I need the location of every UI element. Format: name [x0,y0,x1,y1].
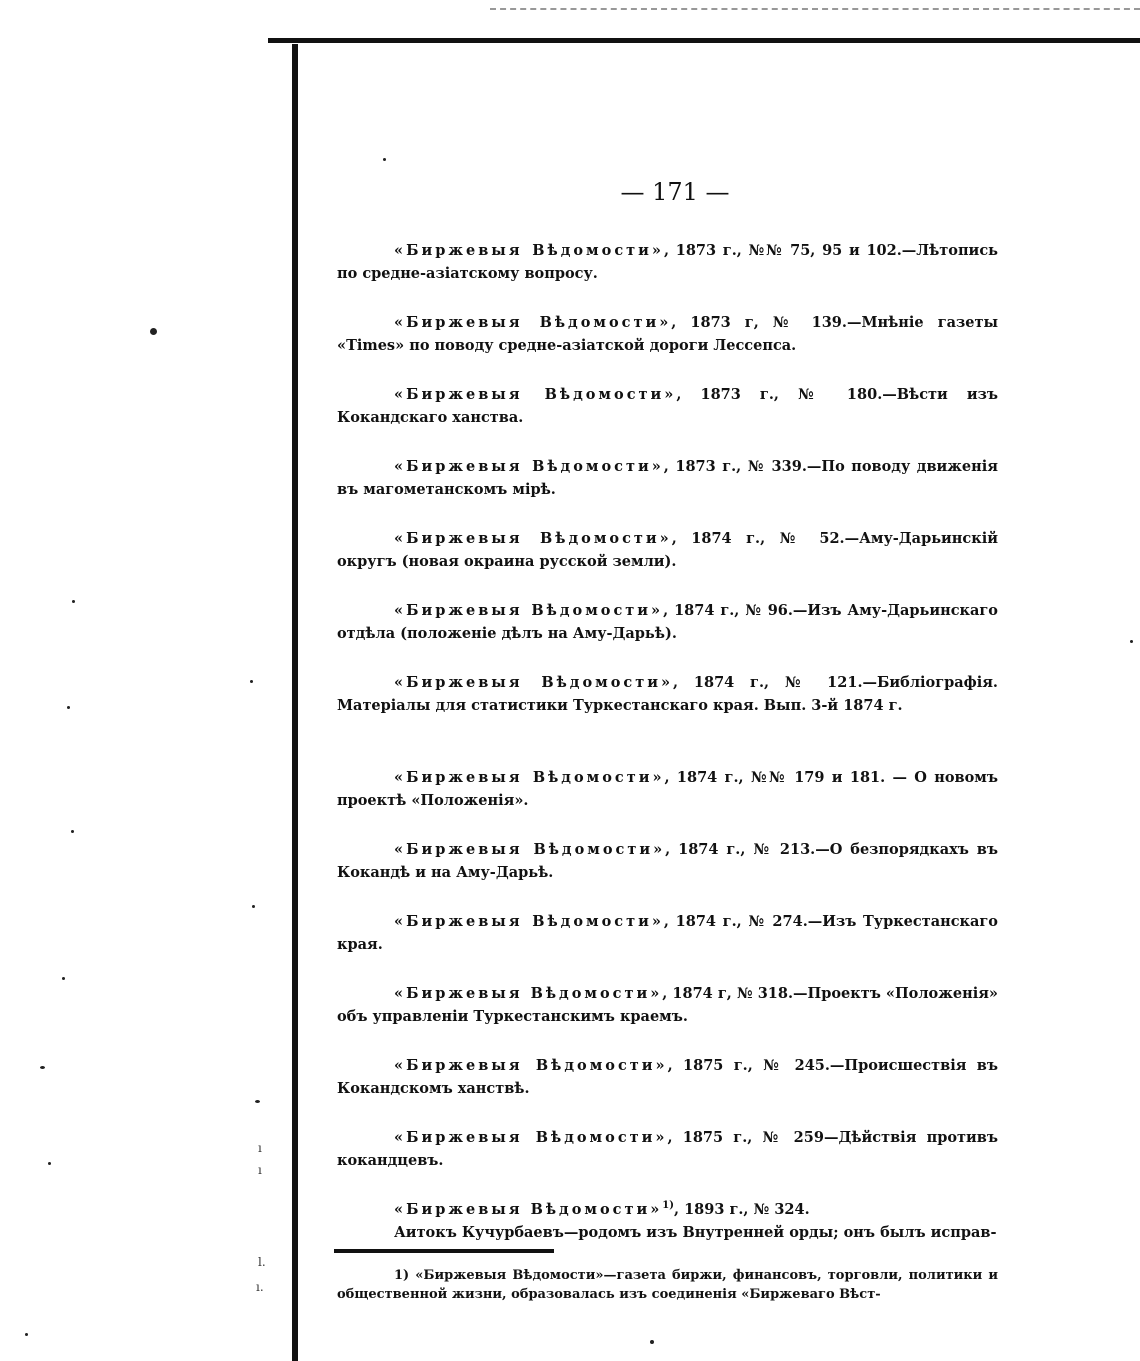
bibliography-entry [337,1126,998,1174]
bibliography-entry [337,311,998,359]
entry-details: , 1874 г., № 52.—Аму-Дарьинскiй округъ (новая окраина русской земли). [337,530,998,570]
scan-speck [40,1066,45,1069]
entry-source: «Биржевыя Вѣдомости» [394,242,664,259]
entry-source: «Биржевыя Вѣдомости» [394,674,674,691]
bibliography-entry [337,239,998,287]
footnote-reference: 1) [662,1200,674,1211]
scan-speck [150,328,157,335]
margin-mark: ı. [256,1280,264,1294]
scan-speck [62,977,65,980]
page-left-binding-edge [292,44,298,1361]
entry-details: , 1874 г., № 121.—Библiографiя. Матерiалы для статистики Туркестанскаго края. Вып. 3-й 1874 г. [337,674,998,714]
entry-details: , 1874 г., № 274.—Изъ Туркестанскаго края. [337,913,998,953]
entry-source: «Биржевыя Вѣдомости» [394,985,663,1002]
entry-details: , 1873 г., № 339.—По поводу движенiя въ магометанскомъ мiрѣ. [337,458,998,498]
entry-details: , 1875 г., № 245.—Происшествiя въ Кокандскомъ ханствѣ. [337,1057,998,1097]
entry-details: , 1874 г., № 213.—О безпорядкахъ въ Кокандѣ и на Аму-Дарьѣ. [337,841,998,881]
entry-body-line: Аитокъ Кучурбаевъ—родомъ изъ Внутренней орды; онъ былъ исправ- [394,1223,997,1241]
scan-speck [48,1162,51,1165]
entry-details: , 1874 г, № 318.—Проектъ «Положенiя» объ управленiи Туркестанскимъ краемъ. [337,985,998,1025]
page-top-edge [268,38,1140,43]
entry-source: «Биржевыя Вѣдомости» [394,769,665,786]
footnote-text: 1) «Биржевыя Вѣдомости»—газета биржи, финансовъ, торговли, политики и общественной жизни, образовалась изъ соединенiя «Биржеваго Вѣст- [337,1268,998,1302]
entry-details: , 1874 г., №№ 179 и 181. — О новомъ проектѣ «Положенiя». [337,769,998,809]
bibliography-entry [337,527,998,575]
bibliography-entry [337,838,998,886]
footnote [337,1266,998,1304]
scan-speck [252,905,255,908]
scan-speck [25,1333,28,1336]
entry-details: , 1875 г., № 259—Дѣйствiя противъ кокандцевъ. [337,1129,998,1169]
bibliography-entry [337,599,998,647]
scan-speck [71,830,74,833]
scan-speck [255,1100,260,1103]
bibliography-entry [337,1054,998,1102]
entry-details: , 1873 г, № 139.—Мнѣнiе газеты «Тimes» по поводу средне-азiатской дороги Лессепса. [337,314,998,354]
scan-speck [72,600,75,603]
bibliography-entry [337,766,998,814]
page-number: — 171 — [620,178,730,206]
scan-edge-noise [490,8,1140,10]
entry-heading-line [337,1194,998,1221]
scan-speck [250,680,253,683]
footnote-separator [334,1249,554,1253]
bibliography-entry [337,982,998,1030]
entry-source: «Биржевыя Вѣдомости» [394,602,664,619]
bibliography-list [337,239,998,1174]
entry-details: , 1874 г., № 96.—Изъ Аму-Дарьинскаго отдѣла (положенiе дѣлъ на Аму-Дарьѣ). [337,602,998,642]
entry-details: , 1893 г., № 324. [673,1200,810,1218]
bibliography-entry-with-note [337,1194,998,1244]
entry-source: «Биржевыя Вѣдомости» [394,1057,668,1074]
scan-speck [650,1340,654,1344]
entry-source: «Биржевыя Вѣдомости» [394,458,664,475]
bibliography-entry [337,455,998,503]
scan-speck [383,158,386,161]
entry-details: , 1873 г., № 180.—Вѣсти изъ Кокандскаго ханства. [337,386,998,426]
entry-source: «Биржевыя Вѣдомости» [394,1200,663,1218]
scan-speck [67,706,70,709]
entry-source: «Биржевыя Вѣдомости» [394,913,664,930]
entry-source: «Биржевыя Вѣдомости» [394,530,672,547]
entry-source: «Биржевыя Вѣдомости» [394,386,677,403]
margin-mark: ı [258,1141,262,1155]
bibliography-entry [337,671,998,742]
entry-source: «Биржевыя Вѣдомости» [394,841,666,858]
margin-mark: ı [258,1163,262,1177]
bibliography-entry [337,383,998,431]
bibliography-entry [337,910,998,958]
entry-source: «Биржевыя Вѣдомости» [394,1129,668,1146]
entry-source: «Биржевыя Вѣдомости» [394,314,672,331]
entry-details: , 1873 г., №№ 75, 95 и 102.—Лѣтопись по средне-азiатскому вопросу. [337,242,998,282]
margin-mark: l. [258,1255,266,1269]
scan-speck [1130,640,1133,643]
